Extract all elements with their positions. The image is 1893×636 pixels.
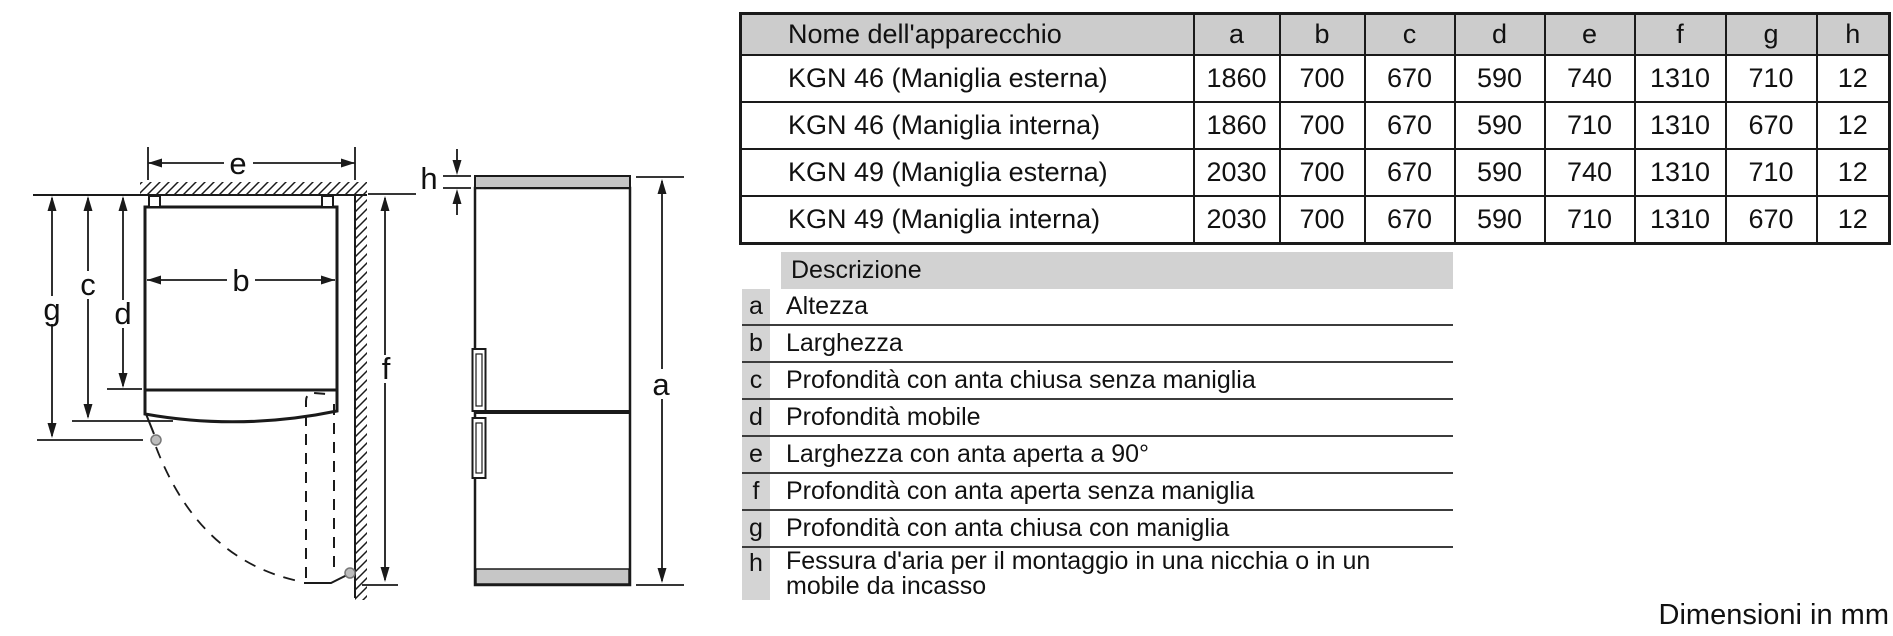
dim-f	[362, 194, 416, 585]
dim-d	[107, 196, 142, 389]
table-row	[741, 55, 1890, 102]
dimensions-table	[739, 12, 1891, 245]
hinge-left	[149, 196, 160, 207]
legend-text: Altezza	[786, 292, 868, 320]
value-f: 1310	[1635, 102, 1726, 149]
value-a: 2030	[1194, 149, 1280, 196]
table-row	[741, 196, 1890, 244]
dim-label-f: f	[381, 351, 391, 386]
legend-key: h	[742, 548, 770, 600]
dim-label-e: e	[229, 146, 247, 181]
dim-h	[443, 149, 471, 215]
col-header-a: a	[1194, 14, 1280, 56]
door-swing-arc	[156, 447, 303, 582]
plan-view	[33, 147, 416, 600]
legend-row-c	[742, 363, 1453, 400]
legend-row-g	[742, 511, 1453, 548]
value-h: 12	[1817, 149, 1890, 196]
legend-row-a	[742, 289, 1453, 326]
units-note: Dimensioni in mm	[1658, 599, 1889, 631]
dimension-diagram	[0, 0, 740, 636]
value-h: 12	[1817, 102, 1890, 149]
door-open-handle-knob	[345, 568, 355, 578]
value-e: 710	[1545, 102, 1635, 149]
col-header-e: e	[1545, 14, 1635, 56]
door-open-outline-left	[306, 393, 327, 578]
fridge-body-plan	[145, 207, 337, 390]
col-header-c: c	[1365, 14, 1455, 56]
table-row	[741, 102, 1890, 149]
value-e: 710	[1545, 196, 1635, 244]
legend-header-row	[742, 252, 1453, 289]
dim-label-a: a	[652, 367, 670, 402]
legend-text: Profondità con anta chiusa senza maniglia	[786, 366, 1256, 394]
table-header-row	[741, 14, 1890, 56]
value-f: 1310	[1635, 149, 1726, 196]
dim-label-h: h	[420, 161, 438, 196]
value-a: 2030	[1194, 196, 1280, 244]
dim-label-c: c	[80, 267, 96, 302]
hinge-right	[322, 196, 333, 207]
door-open-bottom	[304, 575, 347, 583]
wall-hatch-right	[355, 195, 367, 600]
value-f: 1310	[1635, 196, 1726, 244]
model-name: KGN 46 (Maniglia esterna)	[741, 55, 1194, 102]
legend-row-h	[742, 548, 1453, 600]
col-header-name: Nome dell'apparecchio	[741, 14, 1194, 56]
value-b: 700	[1280, 102, 1365, 149]
model-name: KGN 49 (Maniglia esterna)	[741, 149, 1194, 196]
legend-header-title: Descrizione	[781, 252, 1453, 289]
fridge-body-front	[475, 188, 630, 585]
handle-upper	[473, 349, 486, 411]
value-b: 700	[1280, 149, 1365, 196]
door-closed	[145, 390, 337, 422]
value-g: 670	[1726, 102, 1817, 149]
handle-lower	[473, 418, 486, 478]
table-row	[741, 149, 1890, 196]
legend-row-d	[742, 400, 1453, 437]
value-b: 700	[1280, 196, 1365, 244]
value-f: 1310	[1635, 55, 1726, 102]
legend-key: g	[742, 511, 770, 546]
value-c: 670	[1365, 55, 1455, 102]
door-handle-stem	[146, 414, 154, 434]
legend-text: Profondità con anta chiusa con maniglia	[786, 514, 1230, 542]
value-d: 590	[1455, 55, 1545, 102]
dim-e	[148, 147, 355, 180]
legend-text: Larghezza	[786, 329, 903, 357]
model-name: KGN 49 (Maniglia interna)	[741, 196, 1194, 244]
col-header-g: g	[1726, 14, 1817, 56]
legend-key: d	[742, 400, 770, 435]
legend-key: a	[742, 289, 770, 324]
legend-row-f	[742, 474, 1453, 511]
legend-text: Profondità mobile	[786, 403, 981, 431]
value-g: 710	[1726, 149, 1817, 196]
col-header-b: b	[1280, 14, 1365, 56]
value-d: 590	[1455, 102, 1545, 149]
legend-text: Larghezza con anta aperta a 90°	[786, 440, 1150, 468]
door-handle-knob	[151, 435, 161, 445]
value-a: 1860	[1194, 55, 1280, 102]
air-gap-bar	[475, 176, 630, 188]
value-b: 700	[1280, 55, 1365, 102]
value-h: 12	[1817, 196, 1890, 244]
value-h: 12	[1817, 55, 1890, 102]
value-e: 740	[1545, 55, 1635, 102]
dim-label-g: g	[43, 292, 61, 327]
plinth-bar	[476, 569, 629, 584]
value-e: 740	[1545, 149, 1635, 196]
value-d: 590	[1455, 196, 1545, 244]
legend-key: f	[742, 474, 770, 509]
value-g: 670	[1726, 196, 1817, 244]
col-header-h: h	[1817, 14, 1890, 56]
value-d: 590	[1455, 149, 1545, 196]
value-g: 710	[1726, 55, 1817, 102]
legend-header-spacer	[742, 252, 781, 289]
value-c: 670	[1365, 196, 1455, 244]
dim-label-b: b	[232, 263, 250, 298]
legend-key: b	[742, 326, 770, 361]
legend-key: c	[742, 363, 770, 398]
legend-text: Profondità con anta aperta senza maniglia	[786, 477, 1255, 505]
value-c: 670	[1365, 102, 1455, 149]
model-name: KGN 46 (Maniglia interna)	[741, 102, 1194, 149]
legend-key: e	[742, 437, 770, 472]
col-header-f: f	[1635, 14, 1726, 56]
legend-text: Fessura d'aria per il montaggio in una nicchia o in un mobile da incasso	[786, 547, 1371, 600]
legend-row-b	[742, 326, 1453, 363]
value-a: 1860	[1194, 102, 1280, 149]
dim-label-d: d	[114, 296, 132, 331]
front-view	[443, 149, 684, 585]
wall-hatch-top	[140, 182, 367, 195]
legend	[742, 252, 1453, 600]
value-c: 670	[1365, 149, 1455, 196]
col-header-d: d	[1455, 14, 1545, 56]
legend-row-e	[742, 437, 1453, 474]
